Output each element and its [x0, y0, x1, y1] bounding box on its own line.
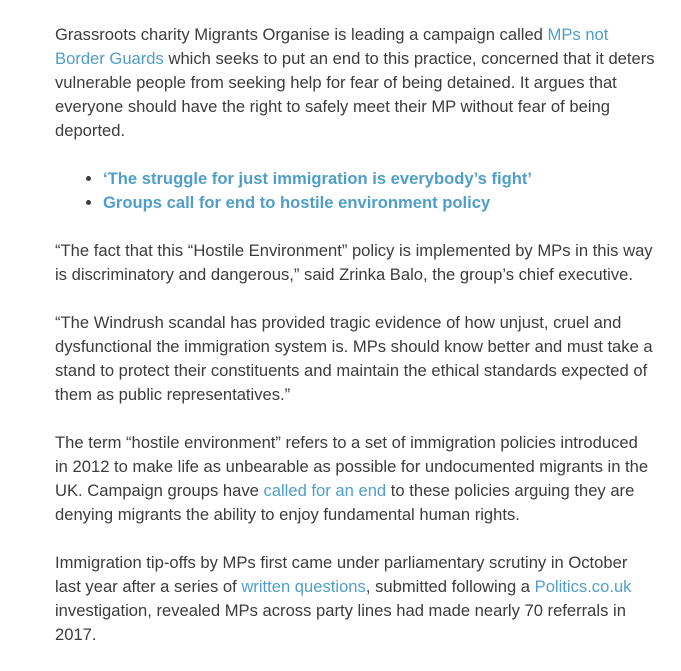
link-mps-not-border-guards[interactable]: MPs not Border Guards [55, 25, 609, 68]
paragraph-quote-balo: “The fact that this “Hostile Environment” policy is implemented by MPs in this way is discriminatory and dangerous,” said Zrinka Balo, the group’s chief executive. [55, 241, 653, 284]
related-link-item [103, 167, 655, 191]
related-links-list [55, 167, 655, 215]
link-politics-co-uk[interactable]: Politics.co.uk [534, 577, 632, 596]
related-link-struggle[interactable]: ‘The struggle for just immigration is everybody’s fight’ [103, 169, 533, 188]
paragraph-quote-windrush: “The Windrush scandal has provided tragic evidence of how unjust, cruel and dysfunctional the immigration system is. MPs should know better and must take a stand to protect their constituents and maintain the ethical standards expected of them as public representatives.” [55, 313, 653, 404]
paragraph-campaign: Grassroots charity Migrants Organise is leading a campaign called MPs not Border Guards which seeks to put an end to this practice, concerned that it deters vulnerable people from seeking help for fear of being detained. It argues that everyone should have the right to safely meet their MP without fear of being deported. [55, 25, 655, 140]
related-link-groups-call[interactable]: Groups call for end to hostile environment policy [103, 193, 491, 212]
link-written-questions[interactable]: written questions [241, 577, 366, 596]
article-body [55, 23, 655, 671]
related-link-item [103, 191, 655, 215]
paragraph-tip-offs: Immigration tip-offs by MPs first came under parliamentary scrutiny in October last year after a series of written questions, submitted following a Politics.co.uk investigation, revealed MPs across party lines had made nearly 70 referrals in 2017. [55, 553, 632, 644]
paragraph-hostile-environment: The term “hostile environment” refers to a set of immigration policies introduced in 2012 to make life as unbearable as possible for undocumented migrants in the UK. Campaign groups have called for an end to these policies arguing they are denying migrants the ability to enjoy fundamental human rights. [55, 433, 649, 524]
link-called-for-an-end[interactable]: called for an end [263, 481, 387, 500]
